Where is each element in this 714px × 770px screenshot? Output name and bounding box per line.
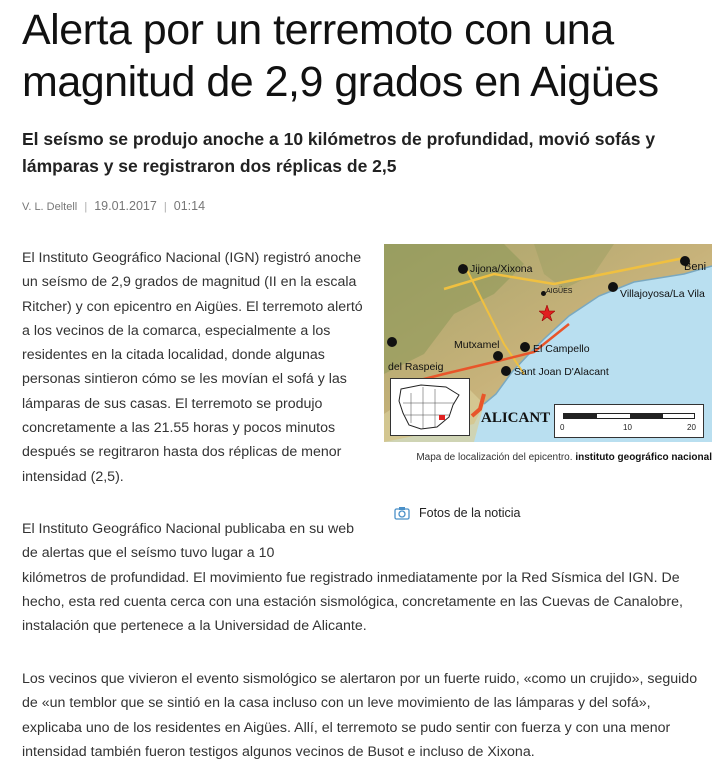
dot-villajoyosa — [608, 282, 618, 292]
map-scale — [554, 404, 704, 438]
headline: Alerta por un terremoto con una magnitud de 2,9 grados en Aigües — [22, 6, 659, 106]
paragraph-2-intro: El Instituto Geográfico Nacional publicaba en su web de alertas que el seísmo tuvo lugar a 10 — [22, 521, 355, 562]
scale-tick-0: 0 — [560, 423, 565, 432]
epicenter-star-icon — [539, 305, 555, 321]
spain-inset-map — [390, 378, 470, 436]
photos-label[interactable]: Fotos de la noticia — [419, 506, 521, 520]
dot-campello — [520, 342, 530, 352]
epicenter-map[interactable] — [384, 244, 712, 442]
subtitle: El seísmo se produjo anoche a 10 kilómetros de profundidad, movió sofás y lámparas y se registraron dos réplicas de 2,5 — [22, 129, 656, 176]
paragraph-1: El Instituto Geográfico Nacional (IGN) registró anoche un seísmo de 2,9 grados de magnitud (II en la escala Ritcher) y con epicentro en Aigües. El terremoto alertó a los vecinos de la comarca, especialmente a los residentes en la citada localidad, donde algunas personas sintieron cómo se les movían el sofá y las lámparas de sus casas. El terremoto se produjo concretamente a las 21.55 horas y pocos minutos después se regitraron hasta dos réplicas de menor intensidad (2,5). — [22, 250, 363, 485]
scale-tick-20: 20 — [687, 423, 696, 432]
label-santjoan: Sant Joan D'Alacant — [514, 366, 609, 378]
label-villajoyosa: Villajoyosa/La Vila — [620, 288, 705, 300]
label-raspeig: del Raspeig — [388, 361, 444, 373]
label-jijona: Jijona/Xixona — [470, 263, 533, 275]
paragraph-2 — [22, 517, 712, 638]
caption-credit: instituto geográfico nacional — [575, 452, 712, 463]
scale-tick-10: 10 — [623, 423, 632, 432]
label-mutxamel: Mutxamel — [454, 339, 500, 351]
dot-mutxamel — [493, 351, 503, 361]
dot-jijona — [458, 264, 468, 274]
author: V. L. Deltell — [22, 201, 78, 213]
publish-date: 19.01.2017 — [94, 199, 157, 213]
dot-santjoan — [501, 366, 511, 376]
label-campello: El Campello — [533, 343, 590, 355]
label-aigues: AIGÜES — [546, 288, 573, 295]
publish-time: 01:14 — [173, 199, 206, 213]
paragraph-2-rest: kilómetros de profundidad. El movimiento fue registrado inmediatamente por la Red Sísmica del IGN. De hecho, esta red cuenta cerca con una estación sismológica, concretamente en las Cuevas de Canalobre, instalación que pertenece a la Universidad de Alicante. — [22, 569, 683, 635]
label-alicante: ALICANT — [481, 410, 551, 426]
map-caption — [384, 450, 712, 466]
dot-raspeig — [387, 337, 397, 347]
byline: V. L. Deltell | 19.01.2017 | 01:14 — [22, 199, 206, 213]
label-benidorm: Beni — [684, 261, 707, 273]
paragraph-3: Los vecinos que vivieron el evento sismológico se alertaron por un fuerte ruido, «como un crujido», seguido de «un temblor que se sintió en la casa incluso con un leve movimiento de las lámparas y del sofá», explicaba uno de los residentes en Aigües. Allí, el terremoto se pudo sentir con fuerza y con una menor intensidad también fueron testigos algunos vecinos de Busot e incluso de Xixona. — [22, 671, 698, 760]
spain-outline-icon — [391, 379, 469, 435]
caption-text: Mapa de localización del epicentro. — [416, 452, 573, 463]
